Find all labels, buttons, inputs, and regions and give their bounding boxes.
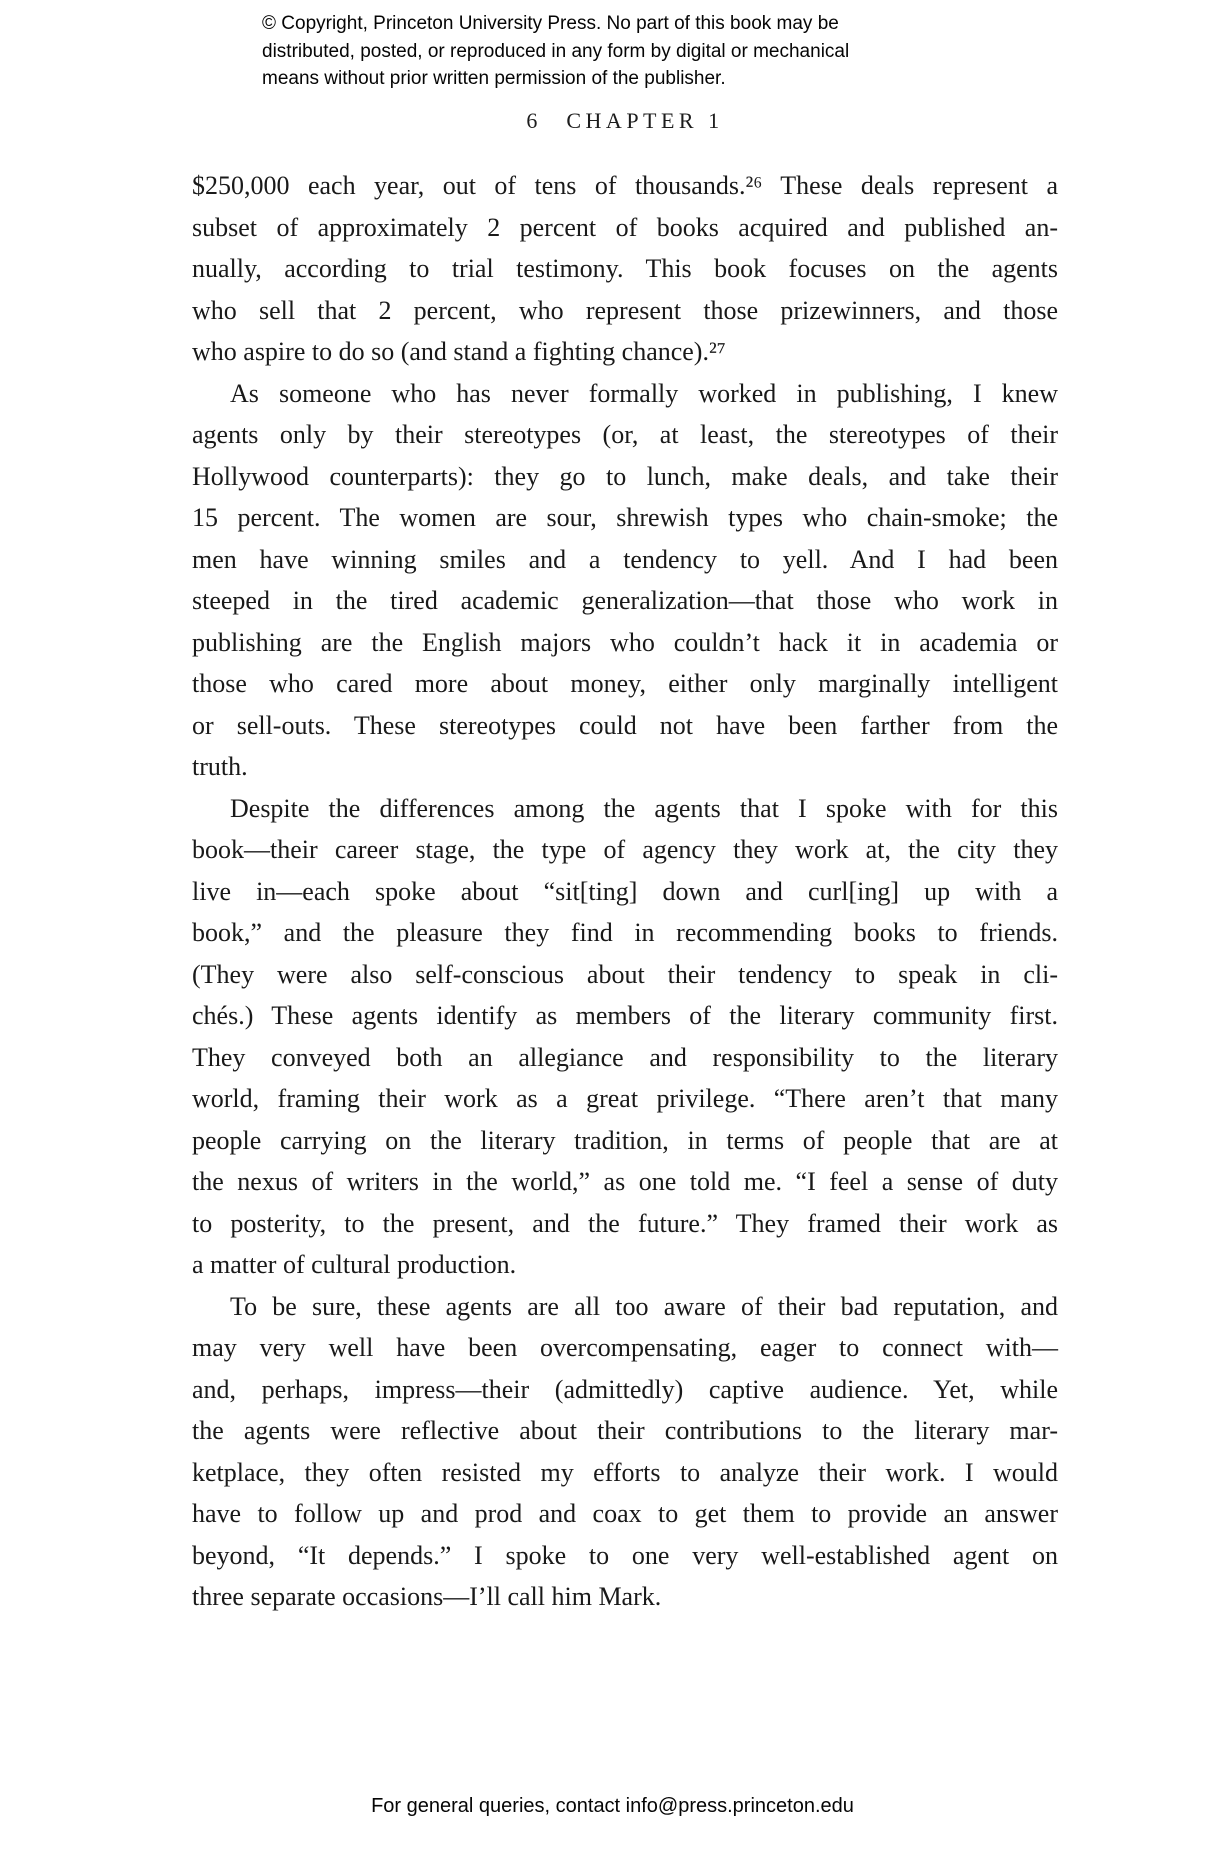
body-line: 15 percent. The women are sour, shrewish types who chain-smoke; the bbox=[192, 503, 1058, 532]
body-line: three separate occasions—I’ll call him Mark. bbox=[192, 1582, 662, 1611]
body-line: Despite the differences among the agents that I spoke with for this bbox=[230, 793, 1058, 823]
body-line: nually, according to trial testimony. This book focuses on the agents bbox=[192, 254, 1058, 283]
body-line: live in—each spoke about “sit[ting] down and curl[ing] up with a bbox=[192, 876, 1058, 906]
body-line: publishing are the English majors who couldn’t hack it in academia or bbox=[192, 627, 1058, 657]
body-line: have to follow up and prod and coax to get them to provide an answer bbox=[192, 1499, 1058, 1528]
body-line: truth. bbox=[192, 752, 248, 781]
body-line: $250,000 each year, out of tens of thousands.²⁶ These deals represent a bbox=[192, 171, 1058, 200]
body-line: may very well have been overcompensating, eager to connect with— bbox=[192, 1333, 1058, 1362]
body-line: men have winning smiles and a tendency to yell. And I had been bbox=[192, 544, 1058, 574]
body-line: To be sure, these agents are all too aware of their bad reputation, and bbox=[230, 1291, 1058, 1321]
body-line: book—their career stage, the type of agency they work at, the city they bbox=[192, 835, 1058, 864]
body-line: agents only by their stereotypes (or, at least, the stereotypes of their bbox=[192, 420, 1058, 449]
body-line: or sell-outs. These stereotypes could not have been farther from the bbox=[192, 710, 1058, 740]
copyright-line: means without prior written permission of the publisher. bbox=[262, 68, 726, 89]
body-line: to posterity, to the present, and the future.” They framed their work as bbox=[192, 1208, 1058, 1238]
body-line: ketplace, they often resisted my efforts to analyze their work. I would bbox=[192, 1457, 1058, 1487]
body-line: who aspire to do so (and stand a fighting chance).²⁷ bbox=[192, 337, 726, 366]
body-line: As someone who has never formally worked in publishing, I knew bbox=[230, 378, 1058, 408]
body-line: people carrying on the literary tradition, in terms of people that are at bbox=[192, 1125, 1058, 1155]
body-text bbox=[192, 165, 1058, 1618]
chapter-label: CHAPTER 1 bbox=[566, 108, 724, 133]
copyright-line: distributed, posted, or reproduced in any form by digital or mechanical bbox=[262, 40, 850, 62]
body-line: Hollywood counterparts): they go to lunch, make deals, and take their bbox=[192, 461, 1058, 491]
body-line: chés.) These agents identify as members of the literary community first. bbox=[192, 1001, 1058, 1030]
page-number: 6 bbox=[526, 108, 539, 133]
body-line: the nexus of writers in the world,” as one told me. “I feel a sense of duty bbox=[192, 1167, 1058, 1196]
body-line: They conveyed both an allegiance and responsibility to the literary bbox=[192, 1042, 1058, 1072]
body-line: and, perhaps, impress—their (admittedly) captive audience. Yet, while bbox=[192, 1374, 1058, 1404]
body-line: those who cared more about money, either only marginally intelligent bbox=[192, 669, 1058, 698]
body-line: a matter of cultural production. bbox=[192, 1250, 517, 1279]
body-line: beyond, “It depends.” I spoke to one very well-established agent on bbox=[192, 1540, 1058, 1570]
running-head bbox=[192, 108, 1058, 134]
body-line: who sell that 2 percent, who represent those prizewinners, and those bbox=[192, 295, 1058, 325]
body-line: steeped in the tired academic generalization—that those who work in bbox=[192, 586, 1058, 615]
copyright-line: © Copyright, Princeton University Press. No part of this book may be bbox=[262, 13, 839, 34]
body-line: (They were also self-conscious about their tendency to speak in cli- bbox=[192, 959, 1058, 989]
body-line: the agents were reflective about their contributions to the literary mar- bbox=[192, 1416, 1058, 1445]
body-line: book,” and the pleasure they find in recommending books to friends. bbox=[192, 918, 1058, 947]
copyright-notice bbox=[262, 10, 849, 93]
footer-queries-line: For general queries, contact info@press.princeton.edu bbox=[371, 1795, 854, 1817]
body-line: world, framing their work as a great privilege. “There aren’t that many bbox=[192, 1084, 1058, 1113]
body-line: subset of approximately 2 percent of books acquired and published an- bbox=[192, 212, 1058, 242]
